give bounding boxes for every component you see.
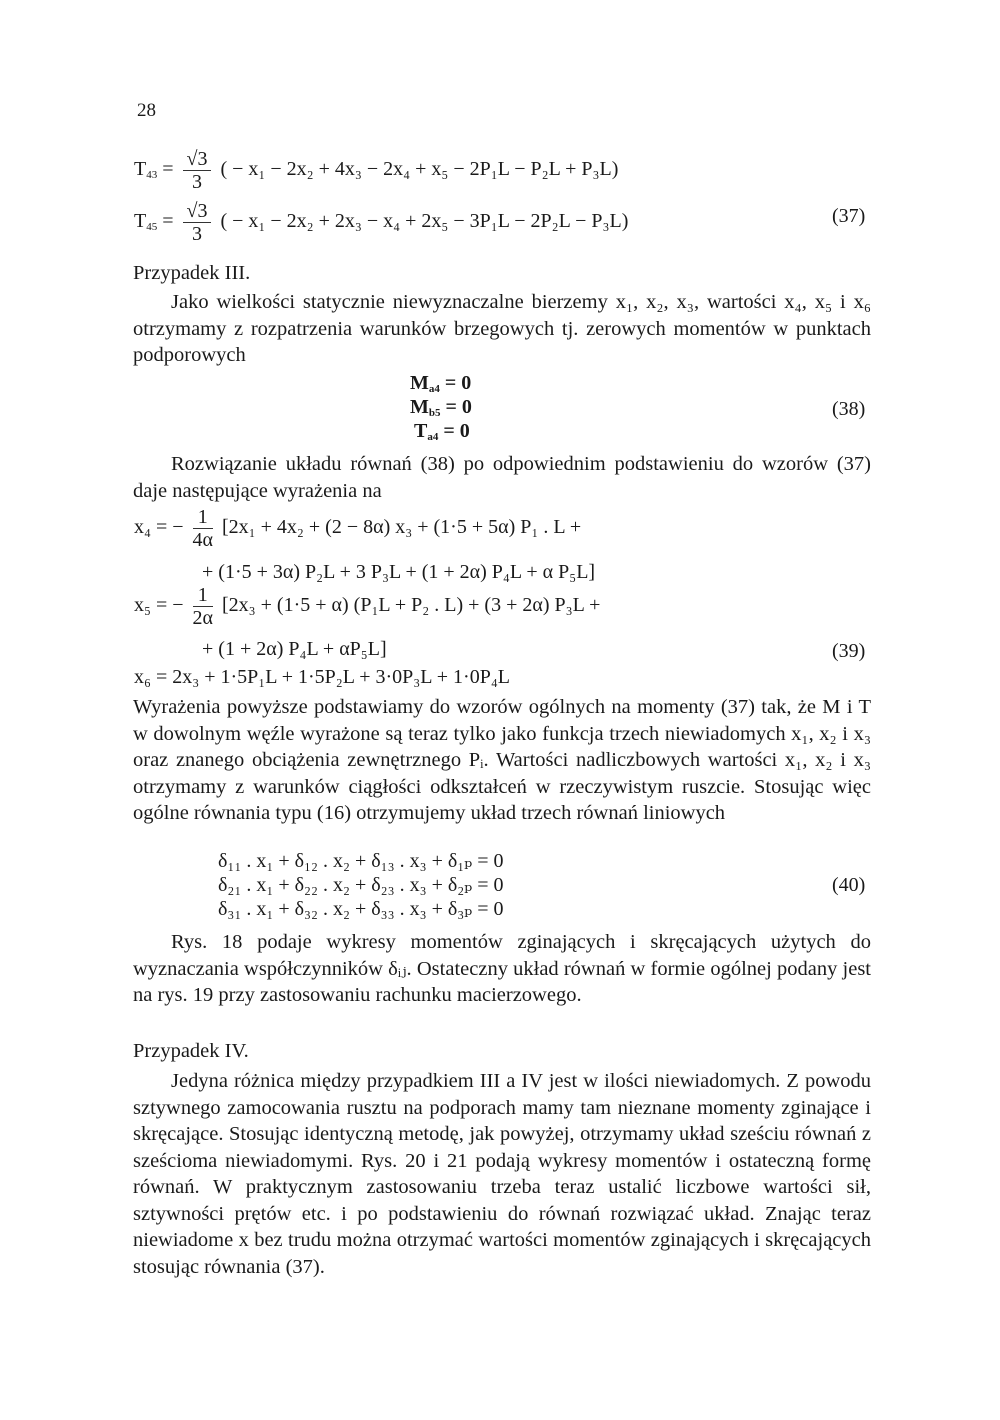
- case-3-paragraph: Jako wielkości statycznie niewyznaczalne bierzemy x₁, x₂, x₃, wartości x₄, x₅ i x₆ otrzymamy z rozpatrzenia warunków brzegowych tj. zerowych momentów w punktach podporowych: [133, 291, 871, 366]
- equation-number-40: (40): [832, 874, 866, 896]
- equation-x5-line-2: + (1 + 2α) P₄L + αP₅L]: [202, 638, 387, 660]
- t43-lhs: $T_{43}$ =: [134, 158, 174, 182]
- section-heading-case-3: Przypadek III.: [133, 262, 251, 284]
- x4-fraction: $\frac{1}{4\alpha}$: [192, 506, 214, 551]
- sqrt3-over-3-fraction: $\frac{√3}{3}$: [183, 200, 212, 245]
- solution-intro-paragraph: Rozwiązanie układu równań (38) po odpowiednim podstawieniu do wzorów (37) daje następujące wyrażenia na: [133, 453, 871, 502]
- equation-38-line-3: $T_{a4} = 0$: [414, 420, 470, 443]
- equation-number-38: (38): [832, 398, 866, 420]
- equation-40-line-2: δ₂₁ . x₁ + δ₂₂ . x₂ + δ₂₃ . x₃ + δ₂ₚ = 0: [218, 874, 504, 896]
- figure-reference-paragraph: Rys. 18 podaje wykresy momentów zginających i skręcających użytych do wyznaczania współczynników δᵢⱼ. Ostateczny układ równań w formie ogólnej podany jest na rys. 19 przy zastosowaniu rachunku macierzowego.: [133, 931, 871, 1006]
- substitution-paragraph: Wyrażenia powyższe podstawiamy do wzorów ogólnych na momenty (37) tak, że M i T w dowolnym węźle wyrażone są teraz tylko jako funkcja trzech niewiadomych x₁, x₂ i x₃ oraz znanego obciążenia zewnętrznego Pᵢ. Wartości nadliczbowych wartości x₁, x₂ i x₃ otrzymamy z warunków ciągłości odkształceń w rzeczywistym ruszcie. Stosując więc ogólne równania typu (16) otrzymujemy układ trzech równań liniowych: [133, 696, 871, 824]
- equation-38-line-1: $M_{a4} = 0$: [410, 372, 472, 395]
- equation-x4-line-2: + (1·5 + 3α) P₂L + 3 P₃L + (1 + 2α) P₄L + α P₅L]: [202, 561, 596, 583]
- equation-t45: [134, 200, 628, 245]
- equation-40-line-1: δ₁₁ . x₁ + δ₁₂ . x₂ + δ₁₃ . x₃ + δ₁ₚ = 0: [218, 850, 504, 872]
- t45-rhs: ( − x₁ − 2x₂ + 2x₃ − x₄ + 2x₅ − 3P₁L − 2P₂L − P₃L): [220, 210, 629, 233]
- equation-x5-line-1: x₅ = − $\frac{1}{2\alpha}$ [2x₃ + (1·5 + α) (P₁L + P₂ . L) + (3 + 2α) P₃L +: [134, 584, 601, 629]
- equation-38-line-2: $M_{b5} = 0$: [410, 396, 472, 419]
- equation-number-37: (37): [832, 205, 866, 227]
- equation-t43: [134, 148, 618, 193]
- x5-fraction: $\frac{1}{2\alpha}$: [192, 584, 214, 629]
- equation-40-line-3: δ₃₁ . x₁ + δ₃₂ . x₂ + δ₃₃ . x₃ + δ₃ₚ = 0: [218, 898, 504, 920]
- equation-x6: x₆ = 2x₃ + 1·5P₁L + 1·5P₂L + 3·0P₃L + 1·0P₄L: [134, 666, 511, 688]
- t45-lhs: $T_{45}$ =: [134, 210, 174, 234]
- page-number: 28: [137, 100, 156, 121]
- t43-rhs: ( − x₁ − 2x₂ + 4x₃ − 2x₄ + x₅ − 2P₁L − P₂L + P₃L): [220, 158, 619, 181]
- equation-x4-line-1: x₄ = − $\frac{1}{4\alpha}$ [2x₁ + 4x₂ + (2 − 8α) x₃ + (1·5 + 5α) P₁ . L +: [134, 506, 582, 551]
- sqrt3-over-3-fraction: $\frac{√3}{3}$: [183, 148, 212, 193]
- case-4-paragraph: Jedyna różnica między przypadkiem III a IV jest w ilości niewiadomych. Z powodu sztywnego zamocowania rusztu na podporach mamy tam nieznane momenty zginające i skręcające. Stosując identyczną metodę, jak powyżej, otrzymamy układ sześciu równań z sześcioma niewiadomymi. Rys. 20 i 21 podają wykresy momentów i ostateczną formę równań. W praktycznym zastosowaniu trzeba teraz ustalić liczbowe wartości sił, sztywności prętów etc. i po podstawieniu do równań rozwiązać układ. Znając teraz niewiadome x bez trudu można otrzymać wartości momentów zginających i skręcających stosując równania (37).: [133, 1070, 871, 1278]
- equation-number-39: (39): [832, 640, 866, 662]
- section-heading-case-4: Przypadek IV.: [133, 1040, 249, 1062]
